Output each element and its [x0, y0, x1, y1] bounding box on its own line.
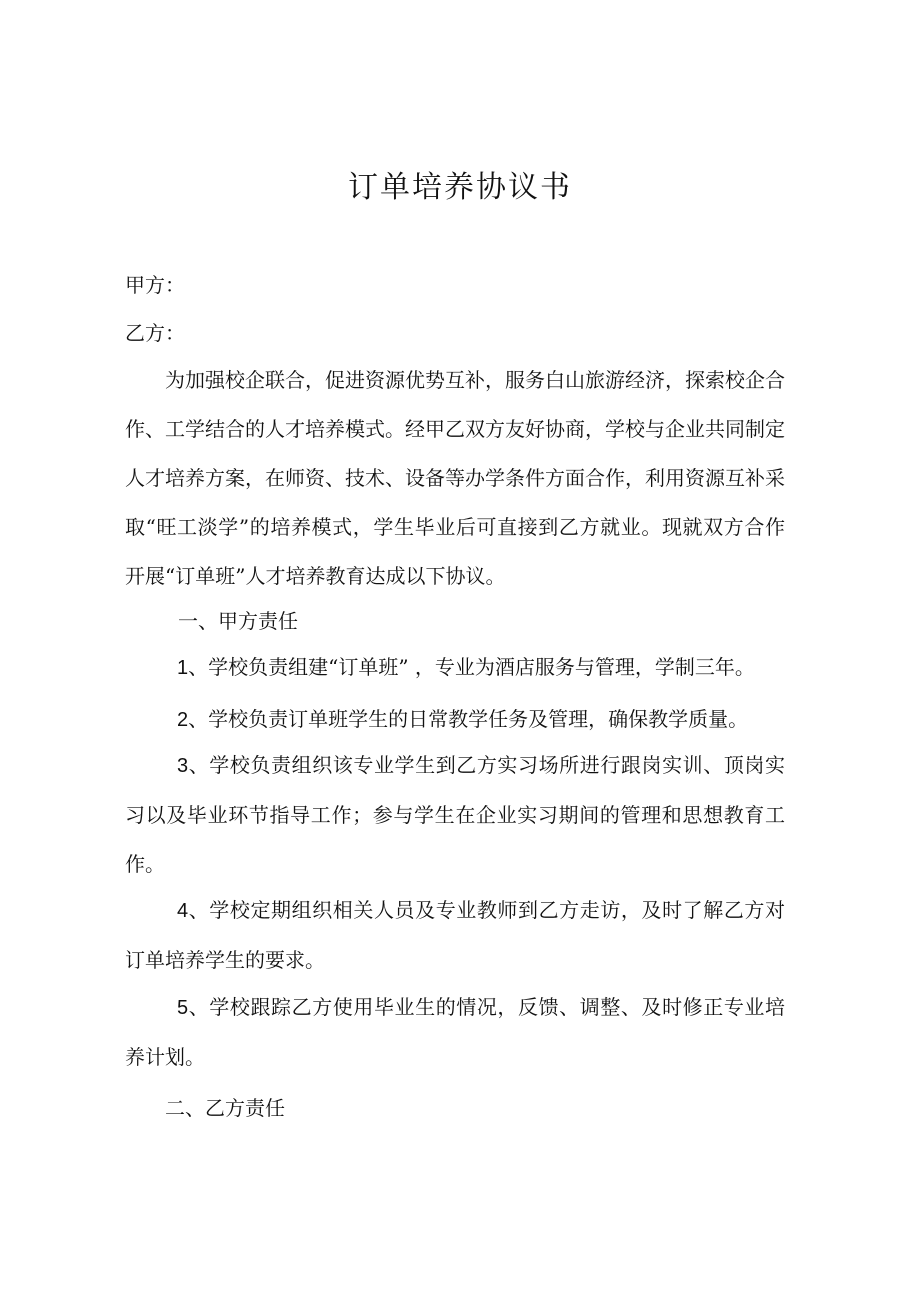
document-title: 订单培养协议书 — [348, 170, 572, 205]
item-number: 1 — [177, 657, 189, 679]
item-text: 、学校定期组织相关人员及专业教师到乙方走访，及时了解乙方对订单培养学生的要求。 — [125, 898, 785, 972]
section-1-item — [125, 886, 785, 985]
item-number: 2 — [177, 709, 189, 731]
section-2-heading: 二、乙方责任 — [165, 1096, 285, 1120]
item-text: 、学校负责组织该专业学生到乙方实习场所进行跟岗实训、顶岗实习以及毕业环节指导工作；参与学生在企业实习期间的管理和思想教育工作。 — [125, 753, 785, 876]
item-text: 、学校跟踪乙方使用毕业生的情况，反馈、调整、及时修正专业培养计划。 — [125, 995, 785, 1069]
section-1-heading: 一、甲方责任 — [178, 609, 298, 633]
item-number: 3 — [177, 755, 189, 777]
section-1-item — [125, 741, 785, 889]
section-1-item — [125, 695, 785, 745]
intro-paragraph: 为加强校企联合，促进资源优势互补，服务白山旅游经济，探索校企合作、工学结合的人才培养模式。经甲乙双方友好协商，学校与企业共同制定人才培养方案，在师资、技术、设备等办学条件方面合作，利用资源互补采取“旺工淡学”的培养模式，学生毕业后可直接到乙方就业。现就双方合作开展“订单班”人才培养教育达成以下协议。 — [125, 368, 785, 588]
party-b-label: 乙方： — [125, 321, 185, 345]
item-text: 、学校负责订单班学生的日常教学任务及管理，确保教学质量。 — [188, 707, 749, 731]
party-a-label: 甲方： — [125, 273, 185, 297]
item-number: 4 — [177, 900, 189, 922]
section-1-item — [125, 983, 785, 1082]
item-number: 5 — [177, 997, 189, 1019]
section-1-item — [125, 643, 785, 693]
item-text: 、学校负责组建“订单班” ，专业为酒店服务与管理，学制三年。 — [188, 655, 755, 679]
